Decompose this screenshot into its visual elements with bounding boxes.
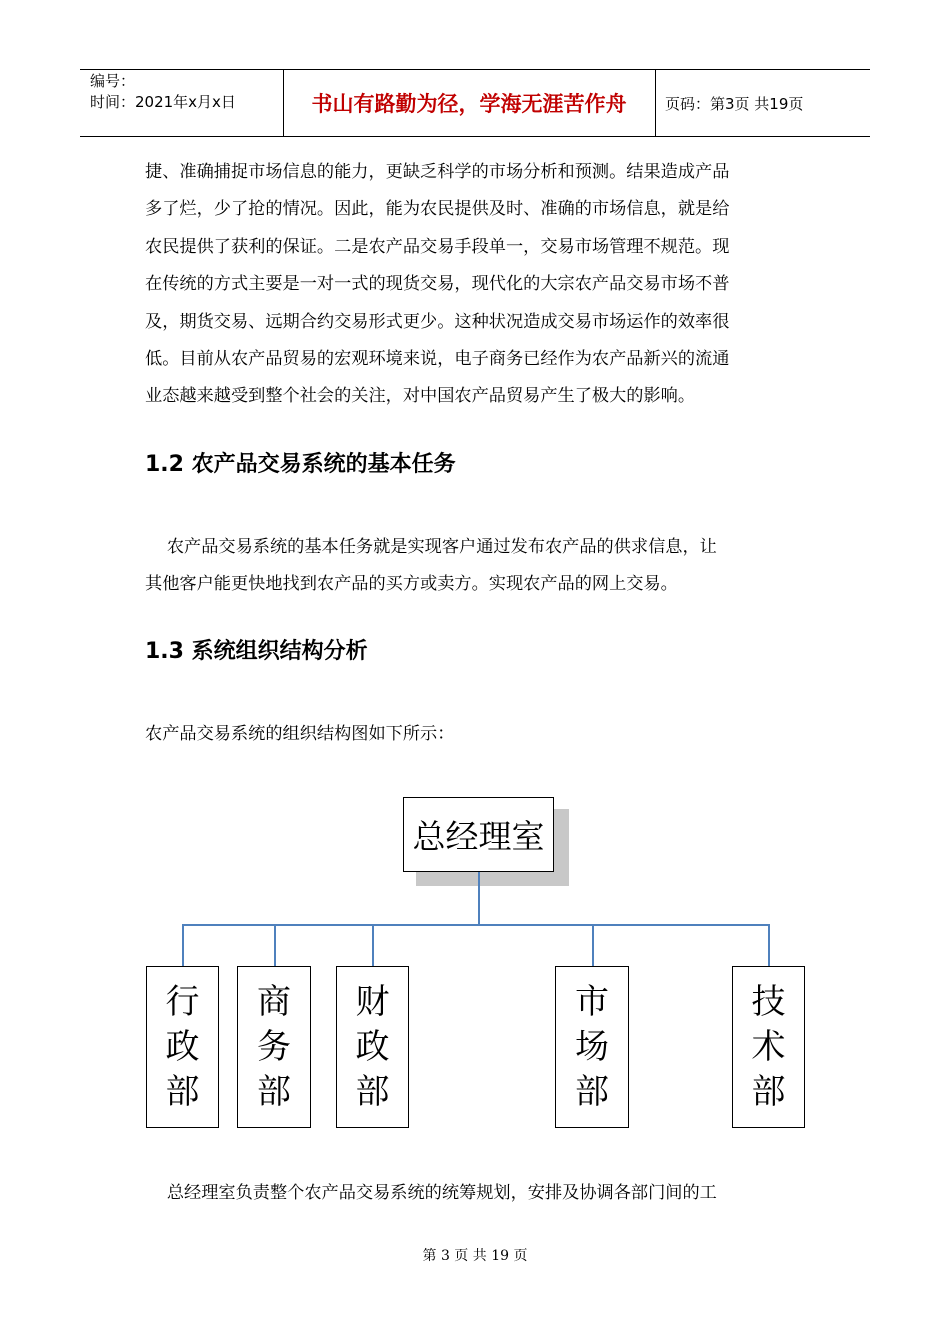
text-line: 农产品交易系统的组织结构图如下所示：	[145, 724, 455, 744]
dept-char: 部	[355, 1071, 390, 1112]
text-line: 多了烂，少了抢的情况。因此，能为农民提供及时、准确的市场信息，就是给	[145, 199, 730, 220]
header-motto: 书山有路勤为径，学海无涯苦作舟	[311, 92, 627, 116]
body-paragraph-closing	[145, 1175, 810, 1212]
header-top-rule	[80, 69, 870, 70]
body-paragraph-1-2	[145, 529, 810, 604]
page-footer: 第 3 页 共 19 页	[422, 1248, 528, 1264]
org-connector-drop	[372, 924, 374, 966]
dept-char: 部	[575, 1071, 609, 1112]
dept-char: 技	[751, 981, 786, 1022]
dept-char: 部	[165, 1071, 200, 1112]
header-page-label: 页码：第3页 共19页	[665, 95, 804, 113]
org-connector-drop	[274, 924, 276, 966]
text-line: 在传统的方式主要是一对一式的现货交易，现代化的大宗农产品交易市场不普	[145, 274, 730, 295]
text-line: 农民提供了获利的保证。二是农产品交易手段单一，交易市场管理不规范。现	[145, 236, 730, 257]
dept-char: 部	[751, 1071, 786, 1112]
org-connector-drop	[592, 924, 594, 966]
header-bottom-rule	[80, 136, 870, 137]
body-paragraph-1	[145, 154, 810, 416]
text-line: 农产品交易系统的基本任务就是实现客户通过发布农产品的供求信息，让	[145, 537, 717, 557]
dept-char: 政	[165, 1026, 200, 1067]
dept-char: 商	[257, 981, 291, 1022]
org-root-label: 总经理室	[412, 817, 545, 856]
header-number-label: 编号：	[90, 72, 136, 90]
text-line: 业态越来越受到整个社会的关注，对中国农产品贸易产生了极大的影响。	[145, 386, 696, 407]
header-divider-right	[655, 69, 656, 136]
org-dept-admin	[146, 966, 219, 1128]
org-dept-technology	[732, 966, 805, 1128]
dept-char: 术	[751, 1026, 786, 1067]
org-dept-market	[555, 966, 629, 1128]
section-heading-1-3: 1.3 系统组织结构分析	[145, 639, 368, 664]
text-line: 其他客户能更快地找到农产品的买方或卖方。实现农产品的网上交易。	[145, 574, 678, 595]
org-connector-bus	[182, 924, 769, 926]
org-connector-drop	[768, 924, 770, 966]
org-chart-intro	[145, 716, 810, 753]
org-connector-drop	[182, 924, 184, 966]
dept-char: 政	[355, 1026, 390, 1067]
org-connector-trunk	[478, 872, 480, 925]
dept-char: 行	[165, 981, 200, 1022]
org-dept-finance	[336, 966, 409, 1128]
org-root-box	[403, 797, 554, 872]
text-line: 低。目前从农产品贸易的宏观环境来说，电子商务已经作为农产品新兴的流通	[145, 348, 730, 369]
text-line: 捷、准确捕捉市场信息的能力，更缺乏科学的市场分析和预测。结果造成产品	[145, 162, 730, 182]
dept-char: 财	[355, 981, 390, 1022]
text-line: 及，期货交易、远期合约交易形式更少。这种状况造成交易市场运作的效率很	[145, 311, 730, 332]
header-time-label: 时间：2021年x月x日	[90, 93, 236, 111]
dept-char: 务	[257, 1026, 291, 1067]
section-heading-1-2: 1.2 农产品交易系统的基本任务	[145, 452, 456, 477]
dept-char: 场	[575, 1026, 609, 1067]
dept-char: 市	[575, 981, 609, 1022]
org-dept-business	[237, 966, 311, 1128]
dept-char: 部	[257, 1071, 291, 1112]
text-line: 总经理室负责整个农产品交易系统的统筹规划，安排及协调各部门间的工	[145, 1183, 717, 1203]
